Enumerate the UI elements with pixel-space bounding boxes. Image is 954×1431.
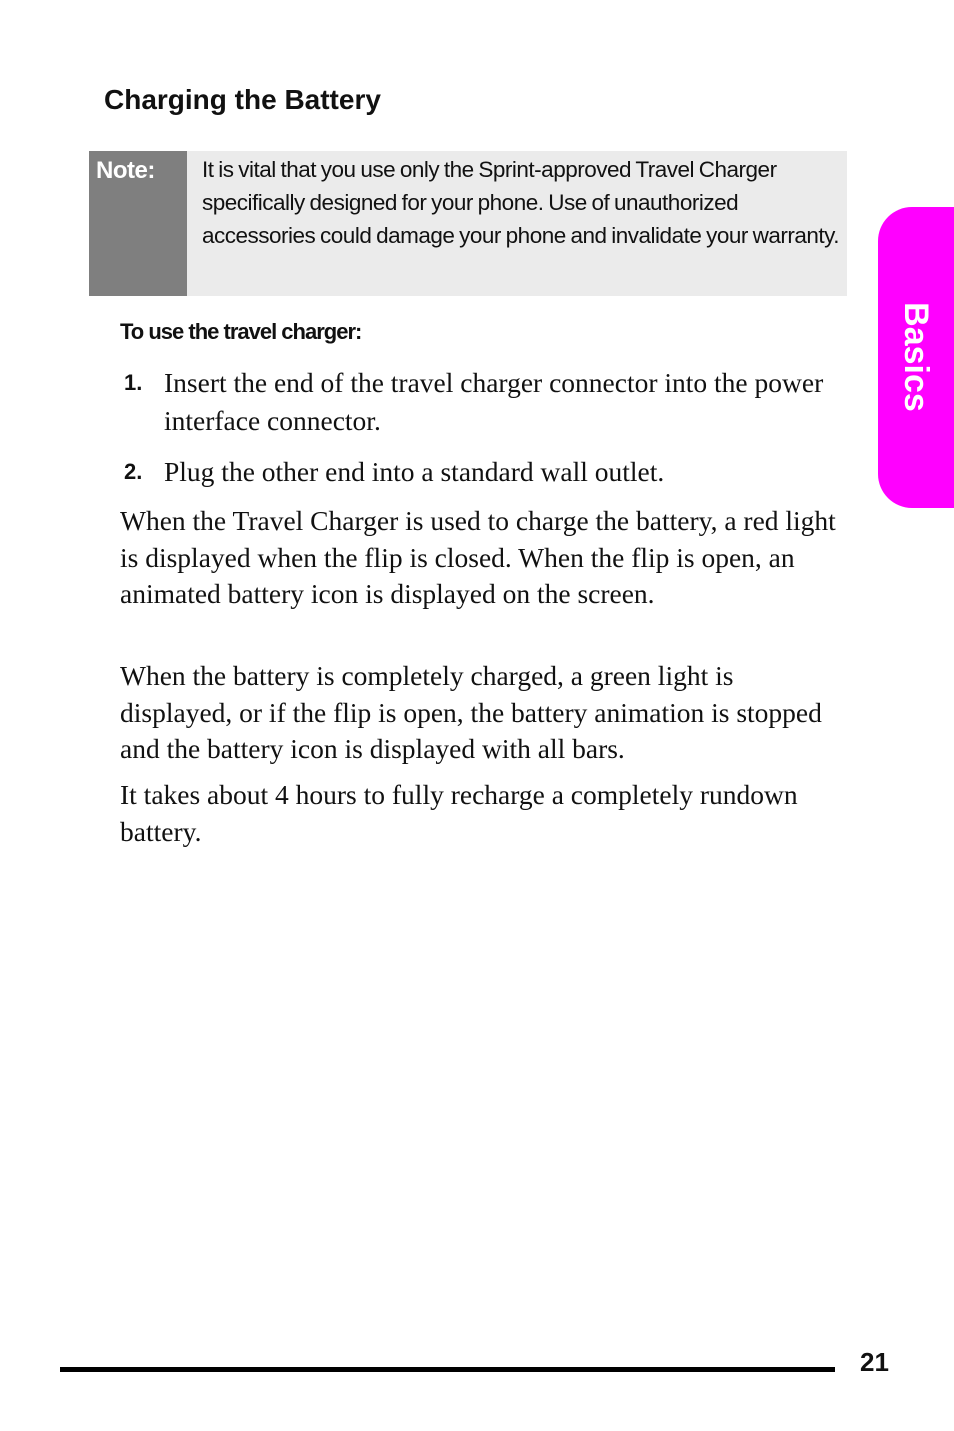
footer-rule [60, 1367, 835, 1372]
body-paragraph: When the Travel Charger is used to charge the battery, a red light is displayed when the flip is closed. When the flip is open, an animated battery icon is displayed on the screen. [120, 505, 836, 609]
page-number: 21 [860, 1347, 889, 1377]
step-number: 1. [124, 370, 143, 395]
section-heading: Charging the Battery [104, 84, 381, 115]
step-text: Insert the end of the travel charger connector into the power interface connector. [164, 367, 824, 436]
step-number: 2. [124, 459, 143, 484]
step-text: Plug the other end into a standard wall outlet. [164, 456, 665, 487]
note-label: Note: [96, 157, 155, 184]
body-paragraph: It takes about 4 hours to fully recharge a completely rundown battery. [120, 779, 798, 847]
body-paragraph: When the battery is completely charged, a green light is displayed, or if the flip is open, the battery animation is stopped and the battery icon is displayed with all bars. [120, 660, 822, 764]
note-text: It is vital that you use only the Sprint-approved Travel Charger specifically designed for your phone. Use of unauthorized accessories could damage your phone and invalidate your warranty. [202, 157, 839, 248]
procedure-heading: To use the travel charger: [120, 319, 362, 344]
section-side-tab-label: Basics [897, 302, 935, 412]
procedure-step-2 [120, 453, 850, 491]
note-label-cell [89, 151, 187, 296]
procedure-step-1 [120, 364, 850, 440]
note-box [89, 151, 847, 296]
